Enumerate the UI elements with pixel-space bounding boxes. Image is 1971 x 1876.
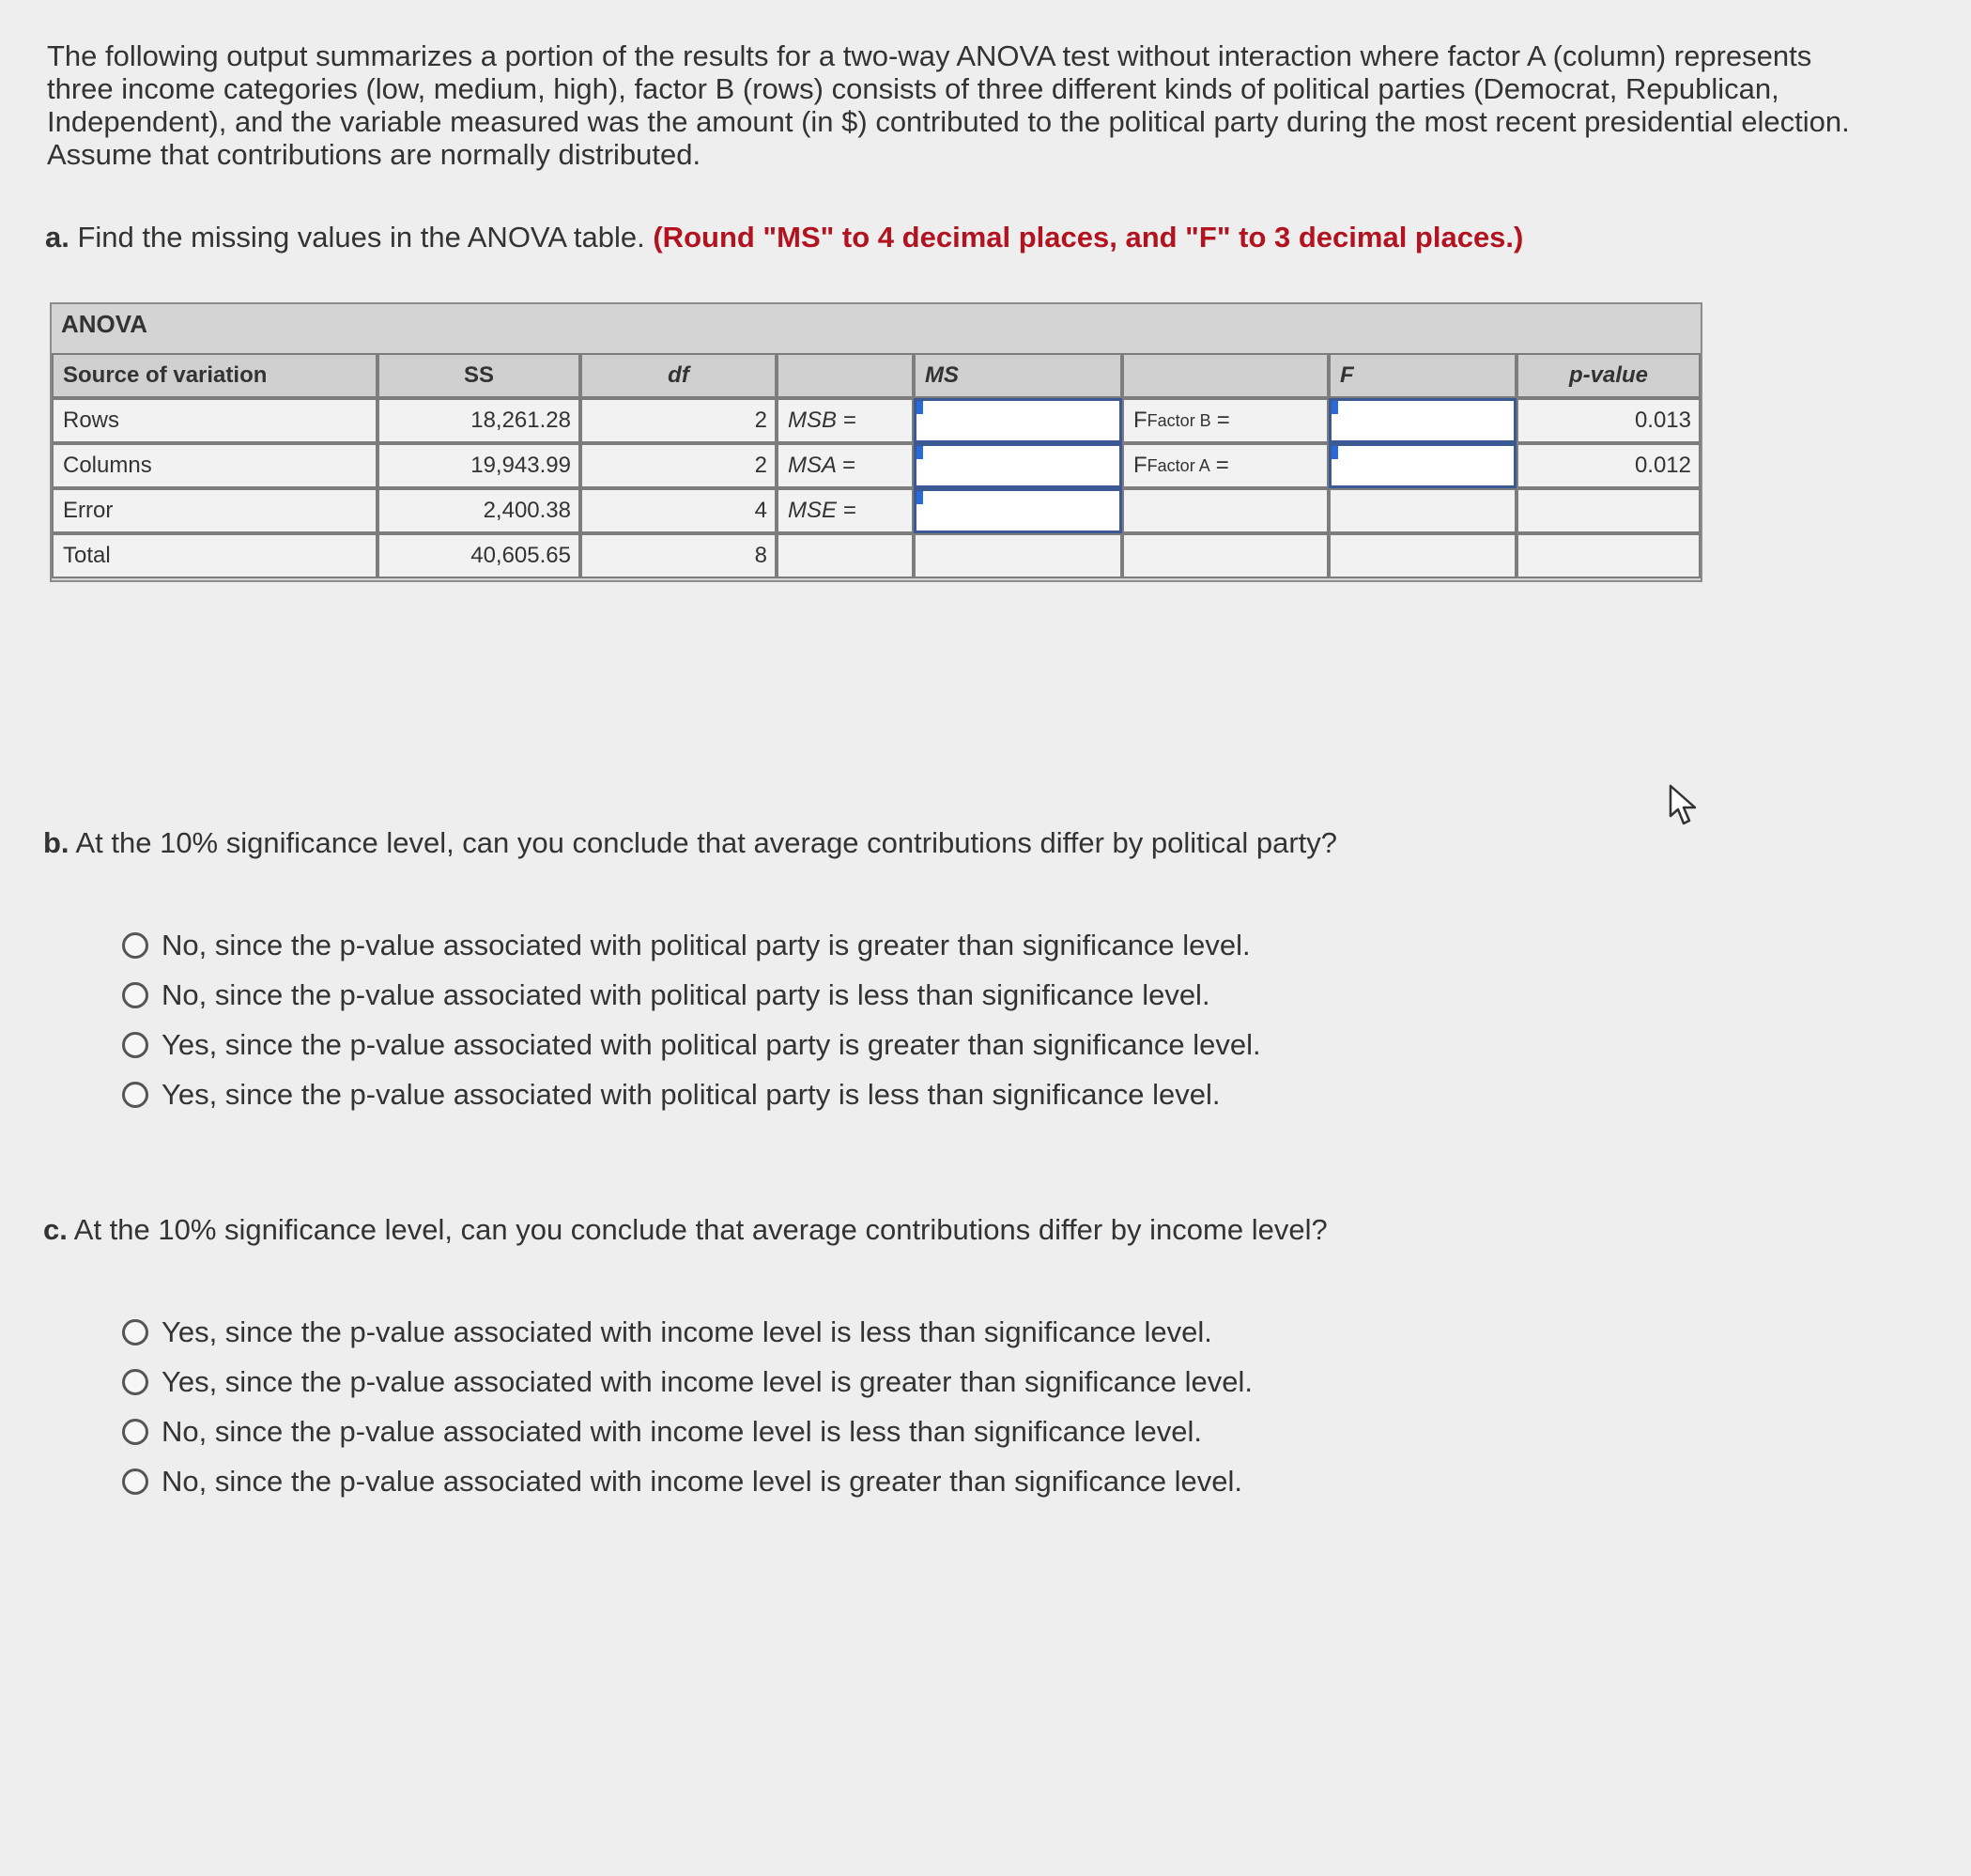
row-columns-ss: 19,943.99 <box>377 443 580 488</box>
header-f: F <box>1329 353 1517 398</box>
option-label: No, since the p-value associated with income level is less than significance level. <box>162 1414 1202 1448</box>
input-marker-icon <box>916 446 923 459</box>
part-c-text: At the 10% significance level, can you conclude that average contributions differ by income level? <box>73 1213 1328 1246</box>
option-label: Yes, since the p-value associated with income level is greater than significance level. <box>162 1364 1253 1398</box>
part-c-option[interactable] <box>122 1357 1253 1407</box>
mse-label: MSE = <box>777 488 914 533</box>
problem-statement: The following output summarizes a portion of the results for a two-way ANOVA test without interaction where factor A (column) represents three income categories (low, medium, high), factor B (rows) consists of three different kinds of political parties (Democrat, Republican, Independent), and the variable measured was the amount (in $) contributed to the political party during the most recent presidential election. Assume that contributions are normally distributed. <box>47 39 1850 171</box>
row-rows-ss: 18,261.28 <box>377 398 580 443</box>
radio-button-icon[interactable] <box>122 1419 148 1445</box>
row-error-ss: 2,400.38 <box>377 488 580 533</box>
option-label: Yes, since the p-value associated with income level is less than significance level. <box>162 1315 1212 1348</box>
f-factor-b-input[interactable] <box>1329 398 1517 443</box>
option-label: Yes, since the p-value associated with political party is greater than significance level. <box>162 1027 1261 1061</box>
part-b-option[interactable] <box>122 970 1261 1020</box>
empty-cell <box>777 533 914 578</box>
part-a-prompt <box>45 221 1829 254</box>
mouse-pointer-icon <box>1667 784 1701 829</box>
row-total-df: 8 <box>580 533 777 578</box>
input-marker-icon <box>916 401 923 414</box>
option-label: No, since the p-value associated with income level is greater than significance level. <box>162 1464 1243 1498</box>
part-c-option[interactable] <box>122 1407 1253 1456</box>
radio-button-icon[interactable] <box>122 982 148 1008</box>
radio-button-icon[interactable] <box>122 1469 148 1495</box>
part-a-instruction: (Round "MS" to 4 decimal places, and "F" to 3 decimal places.) <box>653 221 1524 254</box>
input-marker-icon <box>916 491 923 504</box>
f-letter: F <box>1133 453 1147 478</box>
empty-cell <box>1122 488 1329 533</box>
row-total-source: Total <box>52 533 377 578</box>
f-letter: F <box>1133 407 1147 433</box>
option-label: No, since the p-value associated with political party is greater than significance level. <box>162 928 1251 961</box>
f-equals: = <box>1216 407 1230 433</box>
radio-button-icon[interactable] <box>122 1319 148 1345</box>
empty-cell <box>1329 533 1517 578</box>
empty-cell <box>1122 533 1329 578</box>
part-b-option[interactable] <box>122 1069 1261 1119</box>
msb-label: MSB = <box>777 398 914 443</box>
f-subscript: Factor B <box>1147 410 1211 430</box>
part-b-options <box>122 920 1261 1119</box>
empty-cell <box>1329 488 1517 533</box>
input-marker-icon <box>1332 401 1338 414</box>
f-factor-a-label <box>1122 443 1329 488</box>
radio-button-icon[interactable] <box>122 1369 148 1395</box>
mse-input[interactable] <box>914 488 1122 533</box>
part-c-letter: c. <box>43 1213 68 1246</box>
row-columns-p-value: 0.012 <box>1517 443 1701 488</box>
empty-cell <box>1517 488 1701 533</box>
empty-cell <box>914 533 1122 578</box>
row-rows-source: Rows <box>52 398 377 443</box>
part-a-letter: a. <box>45 221 69 254</box>
part-b-prompt <box>43 826 1337 860</box>
header-p-value: p-value <box>1517 353 1701 398</box>
option-label: No, since the p-value associated with political party is less than significance level. <box>162 977 1210 1011</box>
header-ms-label-col <box>777 353 914 398</box>
part-b-letter: b. <box>43 826 69 859</box>
part-a-text: Find the missing values in the ANOVA table. <box>77 221 645 254</box>
row-rows-df: 2 <box>580 398 777 443</box>
f-factor-a-input[interactable] <box>1329 443 1517 488</box>
part-c-options <box>122 1307 1253 1506</box>
part-b-text: At the 10% significance level, can you conclude that average contributions differ by political party? <box>75 826 1338 859</box>
msa-input[interactable] <box>914 443 1122 488</box>
radio-button-icon[interactable] <box>122 1032 148 1058</box>
row-error-df: 4 <box>580 488 777 533</box>
header-source: Source of variation <box>52 353 377 398</box>
row-total-ss: 40,605.65 <box>377 533 580 578</box>
part-b-option[interactable] <box>122 920 1261 970</box>
header-df: df <box>580 353 777 398</box>
option-label: Yes, since the p-value associated with political party is less than significance level. <box>162 1077 1221 1111</box>
radio-button-icon[interactable] <box>122 932 148 959</box>
part-c-option[interactable] <box>122 1456 1253 1506</box>
header-f-label-col <box>1122 353 1329 398</box>
f-subscript: Factor A <box>1147 455 1210 475</box>
row-columns-source: Columns <box>52 443 377 488</box>
f-equals: = <box>1215 453 1229 478</box>
msb-input[interactable] <box>914 398 1122 443</box>
part-c-option[interactable] <box>122 1307 1253 1357</box>
input-marker-icon <box>1332 446 1338 459</box>
anova-title: ANOVA <box>61 310 147 338</box>
empty-cell <box>1517 533 1701 578</box>
part-b-option[interactable] <box>122 1020 1261 1069</box>
header-ms: MS <box>914 353 1122 398</box>
header-ss: SS <box>377 353 580 398</box>
row-error-source: Error <box>52 488 377 533</box>
part-c-prompt <box>43 1213 1328 1247</box>
row-rows-p-value: 0.013 <box>1517 398 1701 443</box>
msa-label: MSA = <box>777 443 914 488</box>
row-columns-df: 2 <box>580 443 777 488</box>
anova-table <box>50 302 1702 582</box>
f-factor-b-label <box>1122 398 1329 443</box>
radio-button-icon[interactable] <box>122 1082 148 1108</box>
